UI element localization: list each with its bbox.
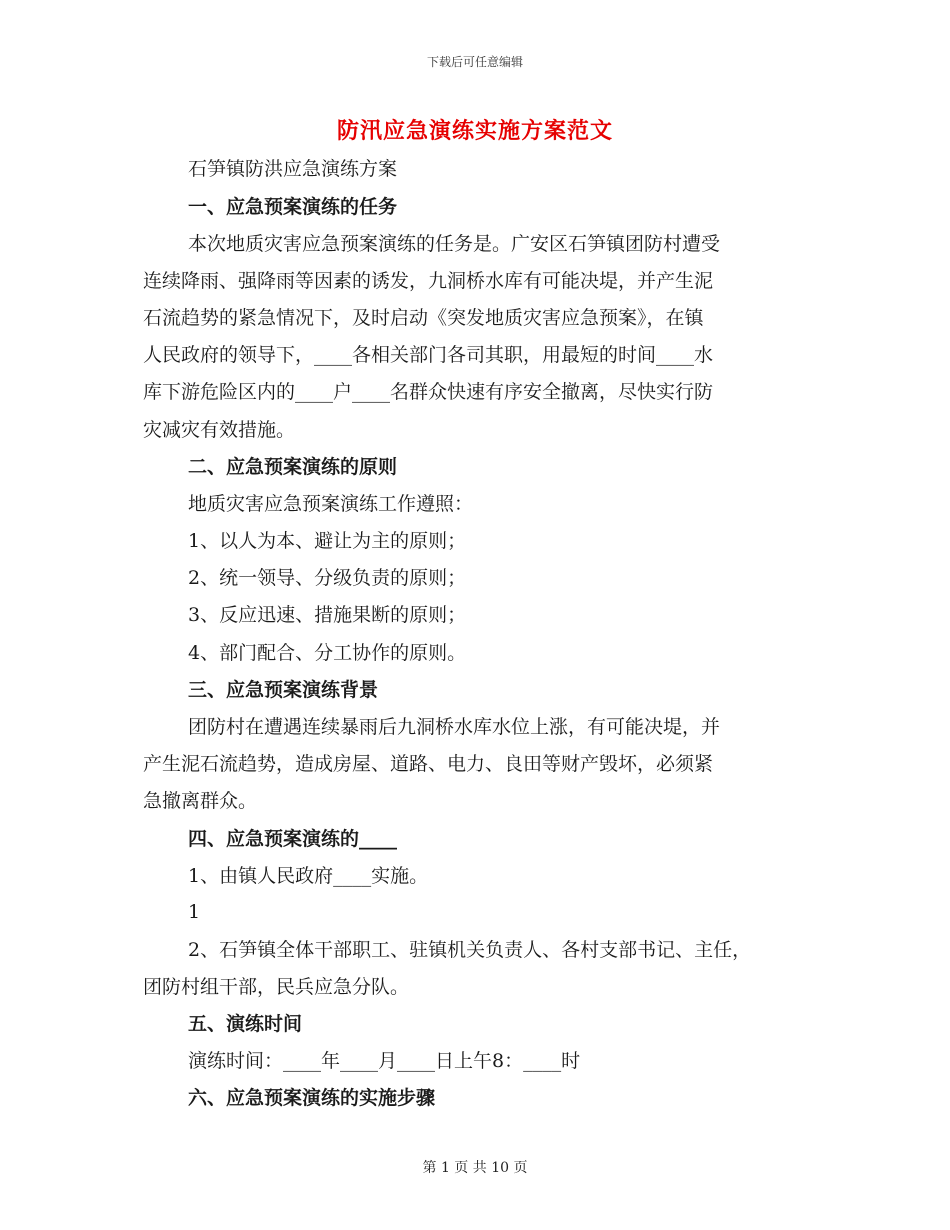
section-2-intro: 地质灾害应急预案演练工作遵照： <box>188 493 474 515</box>
section-3-line-3: 急撤离群众。 <box>143 790 258 812</box>
section-6-heading: 六、应急预案演练的实施步骤 <box>188 1087 436 1109</box>
section-4-heading: 四、应急预案演练的____ <box>188 828 398 850</box>
section-5-line: 演练时间：____年____月____日上午8：____时 <box>188 1050 581 1072</box>
section-1-line-5: 库下游危险区内的____户____名群众快速有序安全撤离，尽快实行防 <box>143 381 714 403</box>
section-1-line-4: 人民政府的领导下，____各相关部门各司其职，用最短的时间____水 <box>143 344 714 366</box>
section-4-item-2-line-1: 2、石笋镇全体干部职工、驻镇机关负责人、各村支部书记、主任， <box>188 939 752 961</box>
section-2-heading: 二、应急预案演练的原则 <box>188 456 398 478</box>
section-1-line-3: 石流趋势的紧急情况下，及时启动《突发地质灾害应急预案》，在镇 <box>143 307 704 329</box>
section-4-page-marker: 1 <box>188 901 201 923</box>
section-2-item-2: 2、统一领导、分级负责的原则； <box>188 567 467 589</box>
section-1-line-1: 本次地质灾害应急预案演练的任务是。广安区石笋镇团防村遭受 <box>188 233 721 255</box>
section-4-item-1: 1、由镇人民政府____实施。 <box>188 865 429 887</box>
section-3-line-2: 产生泥石流趋势，造成房屋、道路、电力、良田等财产毁坏，必须紧 <box>143 753 714 775</box>
section-1-line-2: 连续降雨、强降雨等因素的诱发，九洞桥水库有可能决堤，并产生泥 <box>143 270 714 292</box>
section-3-heading: 三、应急预案演练背景 <box>188 679 379 701</box>
section-2-item-3: 3、反应迅速、措施果断的原则； <box>188 604 467 626</box>
section-2-item-1: 1、以人为本、避让为主的原则； <box>188 530 467 552</box>
section-2-item-4: 4、部门配合、分工协作的原则。 <box>188 642 467 664</box>
page-footer: 第 1 页 共 10 页 <box>422 1160 528 1176</box>
section-1-heading: 一、应急预案演练的任务 <box>188 196 398 218</box>
section-1-line-6: 灾减灾有效措施。 <box>143 419 296 441</box>
page-header: 下载后可任意编辑 <box>426 55 523 69</box>
section-4-item-2-line-2: 团防村组干部，民兵应急分队。 <box>143 976 410 998</box>
document-subtitle: 石笋镇防洪应急演练方案 <box>188 158 398 180</box>
section-5-heading: 五、演练时间 <box>188 1013 303 1035</box>
section-3-line-1: 团防村在遭遇连续暴雨后九洞桥水库水位上涨，有可能决堤，并 <box>188 716 721 738</box>
document-title: 防汛应急演练实施方案范文 <box>336 118 613 144</box>
